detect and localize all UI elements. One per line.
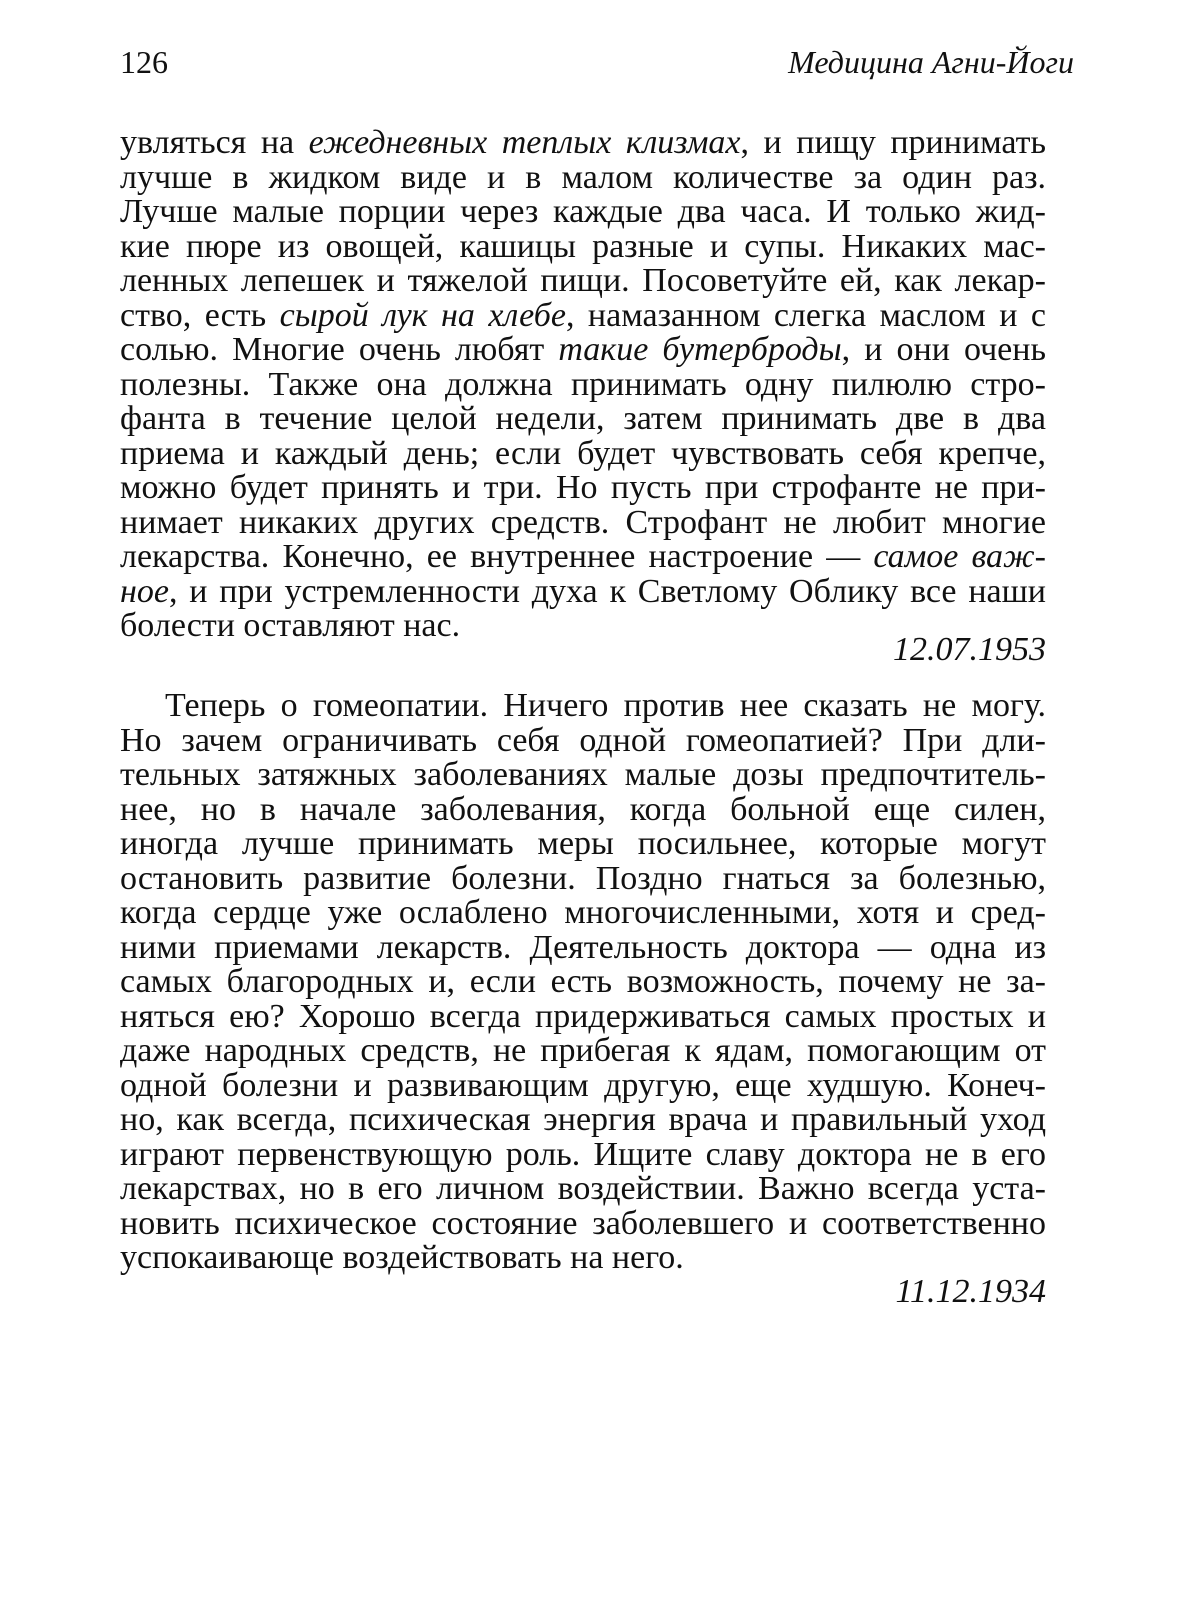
text-line: полезны. Также она должна принимать одну пилюлю стро- [120, 365, 1046, 403]
text-line: иногда лучше принимать меры посильнее, которые могут [120, 825, 1046, 862]
page-number: 126 [120, 44, 168, 80]
book-title: Медицина Агни-Йоги [788, 44, 1074, 80]
text-line: успокаивающе воздействовать на него. [120, 1239, 684, 1276]
text-line: играют первенствующую роль. Ищите славу доктора не в его [120, 1135, 1046, 1173]
letter-text-2 [120, 689, 1046, 1276]
text-line: лекарства. Конечно, ее внутреннее настроение — самое важ- [120, 538, 1046, 575]
text-line: лекарствах, но в его личном воздействии. Важно всегда уста- [120, 1170, 1046, 1207]
emphasis: сырой лук на хлебе [279, 296, 566, 334]
text-line: няться ею? Хорошо всегда придерживаться самых простых и [120, 997, 1046, 1035]
emphasis: ное [120, 572, 169, 610]
text-line: ное, и при устремленности духа к Светлому Облику все наши [120, 572, 1046, 610]
text-line: можно будет принять и три. Но пусть при строфанте не при- [120, 469, 1046, 506]
text-line: ними приемами лекарств. Деятельность доктора — одна из [120, 928, 1046, 966]
text-line: остановить развитие болезни. Поздно гнаться за болезнью, [120, 859, 1046, 897]
text-line: нее, но в начале заболевания, когда больной еще силен, [120, 790, 1046, 828]
text-line: ленных лепешек и тяжелой пищи. Посоветуйте ей, как лекар- [120, 262, 1046, 299]
text-line: фанта в течение целой недели, затем принимать две в два [120, 400, 1046, 437]
text-line: нимает никаких других средств. Строфант не любит многие [120, 503, 1046, 541]
text-line: ство, есть сырой лук на хлебе, намазанном слегка маслом и с [120, 296, 1047, 334]
text-line: увляться на ежедневных теплых клизмах, и пищу принимать [120, 124, 1046, 161]
text-line: самых благородных и, если есть возможность, почему не за- [120, 963, 1046, 1000]
text-line: Но зачем ограничивать себя одной гомеопатией? При дли- [120, 721, 1046, 759]
letter-date-2: 11.12.1934 [895, 1273, 1046, 1310]
text-line: тельных затяжных заболеваниях малые дозы предпочтитель- [120, 756, 1046, 793]
emphasis: самое важ- [873, 538, 1046, 575]
text-line: Теперь о гомеопатии. Ничего против нее сказать не могу. [165, 687, 1046, 724]
text-line: Лучше малые порции через каждые два часа. И только жид- [120, 193, 1046, 230]
text-line: лучше в жидком виде и в малом количестве за один раз. [120, 158, 1046, 196]
text-line: когда сердце уже ослаблено многочисленными, хотя и сред- [120, 894, 1046, 931]
text-line: солью. Многие очень любят такие бутерброды, и они очень [120, 331, 1046, 368]
text-line: новить психическое состояние заболевшего и соответственно [120, 1204, 1046, 1242]
text-line: даже народных средств, не прибегая к ядам, помогающим от [120, 1032, 1046, 1069]
emphasis: такие бутерброды [558, 331, 842, 368]
text-line: кие пюре из овощей, кашицы разные и супы. Никаких мас- [120, 227, 1046, 265]
text-line: приема и каждый день; если будет чувствовать себя крепче, [120, 434, 1046, 472]
text-line: но, как всегда, психическая энергия врача и правильный уход [120, 1101, 1046, 1138]
running-head [120, 40, 1074, 84]
text-line: одной болезни и развивающим другую, еще худшую. Конеч- [120, 1066, 1046, 1104]
letter-date-1: 12.07.1953 [893, 631, 1046, 668]
emphasis: ежедневных теплых клизмах [308, 124, 741, 161]
text-line: болести оставляют нас. [120, 607, 461, 644]
letter-text-1 [120, 126, 1046, 644]
